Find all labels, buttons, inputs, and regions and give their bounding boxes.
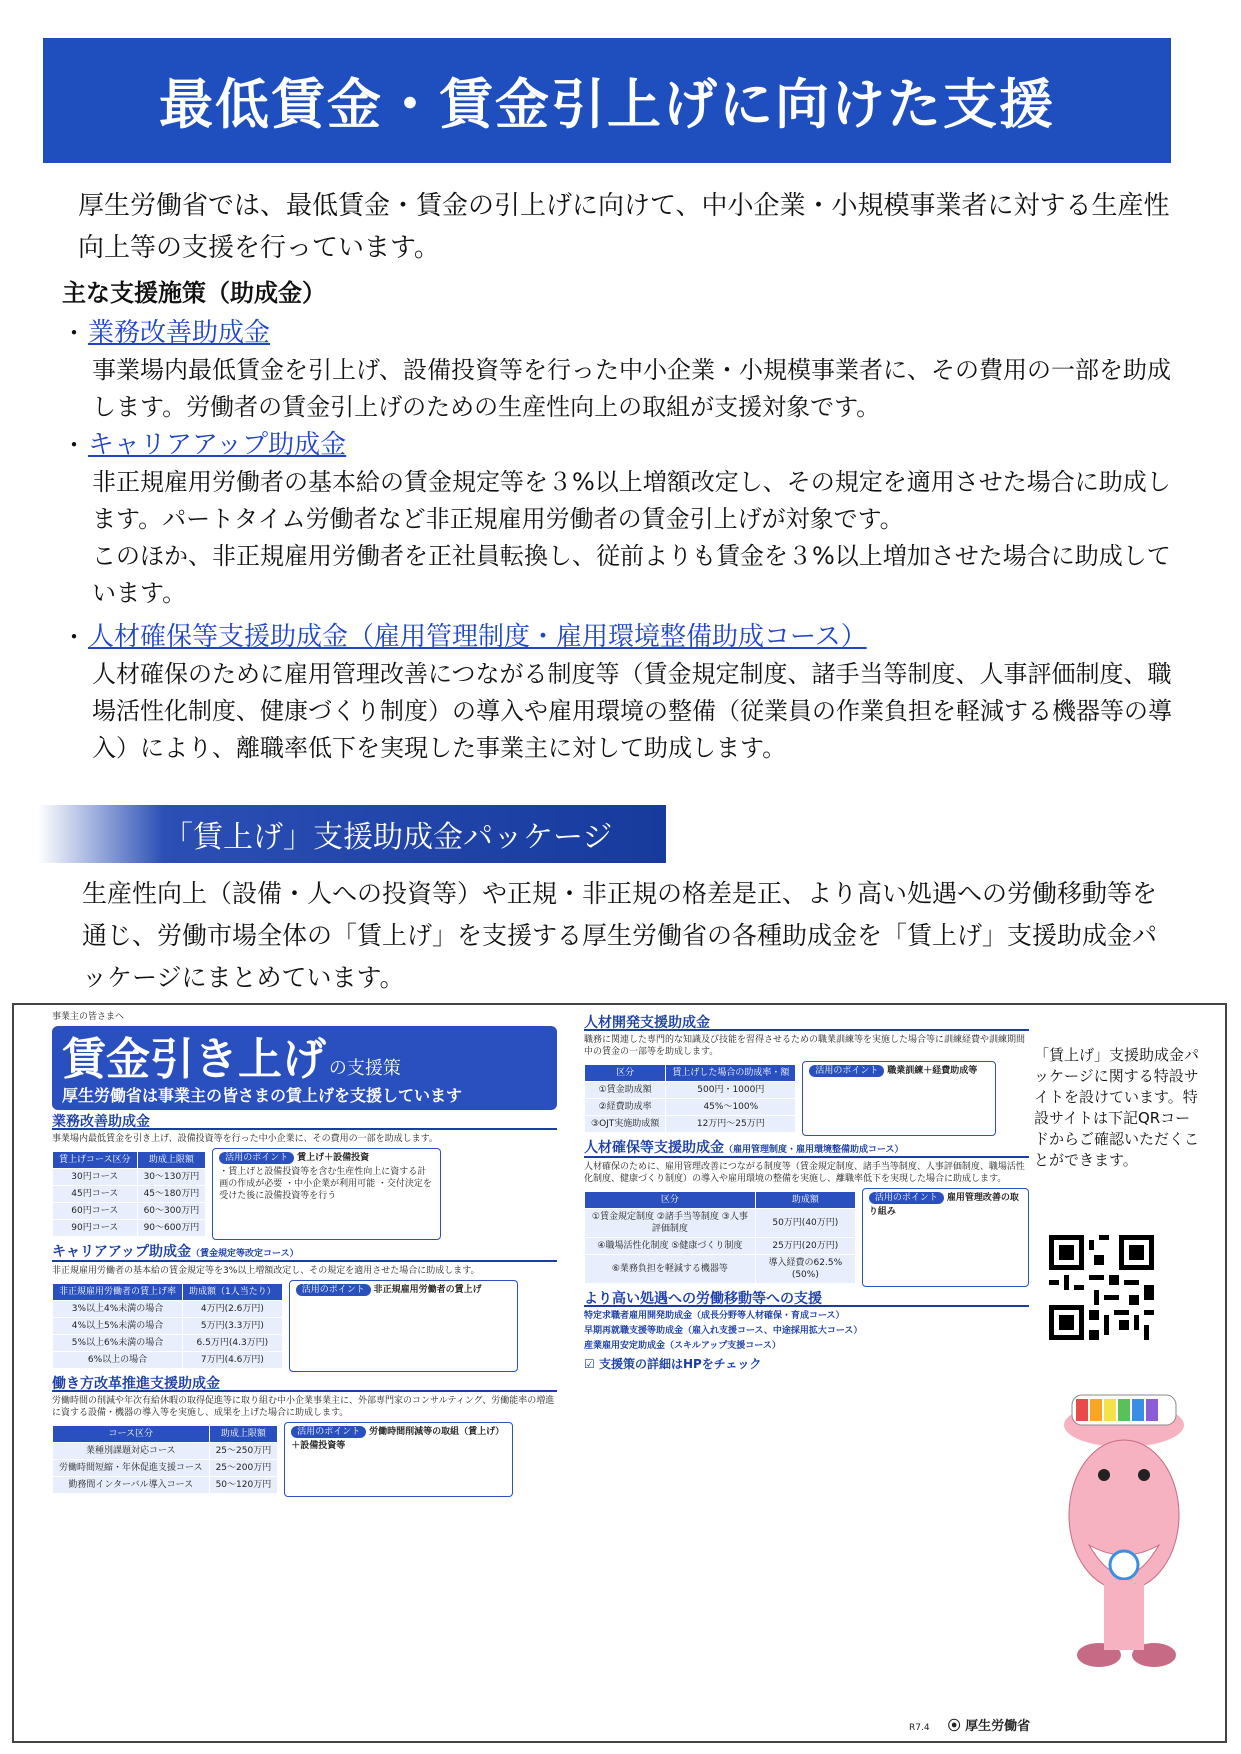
- mhlw-logo: R7.4 ⦿ 厚生労働省: [909, 1719, 1031, 1734]
- cell: ④職場活性化制度 ⑤健康づくり制度: [585, 1238, 756, 1255]
- cell: 3%以上4%未満の場合: [53, 1301, 183, 1318]
- career-header: 助成額（1人当たり）: [183, 1284, 283, 1301]
- kk-header: 区分: [585, 1192, 756, 1209]
- point-tag: 活用のポイント: [296, 1284, 371, 1296]
- table-row: [585, 1238, 856, 1255]
- cell: ⑥業務負担を軽減する機器等: [585, 1255, 756, 1284]
- flyer-hatarakikata-block: [52, 1422, 557, 1497]
- career-title-text: キャリアアップ助成金: [52, 1244, 192, 1260]
- flyer-kakuho-block: [584, 1188, 1029, 1287]
- point-title: 非正規雇用労働者の賃上げ: [373, 1285, 482, 1295]
- link-gyomu-kaizen[interactable]: 業務改善助成金: [88, 318, 271, 348]
- table-row: [53, 1460, 278, 1477]
- intro-text: 厚生労働省では、最低賃金・賃金の引上げに向けて、中小企業・小規模事業者に対する生産性向上等の支援を行っています。: [78, 191, 1170, 263]
- page-title: 最低賃金・賃金引上げに向けた支援: [159, 73, 1055, 136]
- cell: 6.5万円(4.3万円): [183, 1335, 283, 1352]
- measure-career: [62, 427, 1182, 612]
- measure-desc: 非正規雇用労働者の基本給の賃金規定等を３%以上増額改定し、その規定を適用させた場合に助成します。パートタイム労働者など非正規雇用労働者の賃金引上げが対象です。: [92, 468, 1171, 533]
- cell: 業種別課題対応コース: [53, 1443, 210, 1460]
- cell: 25〜200万円: [209, 1460, 278, 1477]
- table-row: [585, 1116, 796, 1133]
- hk-header: 助成上限額: [209, 1426, 278, 1443]
- title-banner: [43, 38, 1171, 163]
- kh-header: 賃上げした場合の助成率・額: [666, 1065, 796, 1082]
- point-title: 職業訓練＋経費助成等: [887, 1066, 978, 1076]
- point-text: ・賃上げと設備投資等を含む生産性向上に資する計画の作成が必要 ・中小企業が利用可能 ・交付決定を受けた後に設備投資等を行う: [219, 1167, 432, 1201]
- flyer-hatarakikata-title: 働き方改革推進支援助成金: [52, 1378, 557, 1392]
- flyer-kakuho-text: 人材確保のために、雇用管理改善につながる制度等（賃金規定制度、諸手当等制度、人事評価制度、職場活性化制度、健康づくり制度）の導入や雇用環境の整備を実施し、離職率低下を実現した場合に助成します。: [584, 1162, 1025, 1184]
- flyer-career-text: 非正規雇用労働者の基本給の賃金規定等を3%以上増額改定し、その規定を適用させた場合に助成します。: [52, 1266, 480, 1276]
- flyer-ido-item: 早期再就職支援等助成金（雇入れ支援コース、中途採用拡大コース）: [584, 1326, 863, 1336]
- gyomu-table: [52, 1151, 206, 1237]
- measure-desc-2: このほか、非正規雇用労働者を正社員転換し、従前よりも賃金を３%以上増加させた場合に助成しています。: [92, 542, 1171, 607]
- flyer-kakuho-title: [584, 1142, 1029, 1158]
- table-row: [53, 1443, 278, 1460]
- cell: 7万円(4.6万円): [183, 1352, 283, 1369]
- gyomu-point-box: [212, 1148, 441, 1240]
- kakuho-title-text: 人材確保等支援助成金: [584, 1140, 724, 1156]
- cell: 90〜600万円: [137, 1220, 206, 1237]
- kk-header: 助成額: [755, 1192, 855, 1209]
- mhlw-name: 厚生労働省: [965, 1719, 1031, 1734]
- cell: 勤務間インターバル導入コース: [53, 1477, 210, 1494]
- flyer-ido-item: 産業雇用安定助成金（スキルアップ支援コース）: [584, 1341, 781, 1351]
- kakuho-subtitle: （雇用管理制度・雇用環境整備助成コース）: [724, 1145, 904, 1155]
- flyer-hero: [52, 1026, 557, 1110]
- flyer-date: R7.4: [909, 1723, 930, 1733]
- mascot-character-icon: [1044, 1365, 1204, 1695]
- cell: ③OJT実施助成額: [585, 1116, 666, 1133]
- career-table: [52, 1283, 283, 1369]
- table-row: [53, 1352, 283, 1369]
- cell: 45〜180万円: [137, 1186, 206, 1203]
- cell: 6%以上の場合: [53, 1352, 183, 1369]
- cell: 30円コース: [53, 1169, 138, 1186]
- flyer-left-column: [52, 1011, 557, 1497]
- link-career-up[interactable]: キャリアアップ助成金: [88, 430, 347, 460]
- table-row: [53, 1203, 206, 1220]
- table-row: [53, 1169, 206, 1186]
- kaihatsu-point-box: [802, 1061, 996, 1136]
- cell: 60円コース: [53, 1203, 138, 1220]
- table-row: [53, 1301, 283, 1318]
- qr-code-icon[interactable]: [1049, 1235, 1154, 1340]
- cell: 労働時間短縮・年休促進支援コース: [53, 1460, 210, 1477]
- cell: 500円・1000円: [666, 1082, 796, 1099]
- bullet: ・: [62, 319, 86, 347]
- cell: 60〜300万円: [137, 1203, 206, 1220]
- flyer-ido-title: より高い処遇への労働移動等への支援: [584, 1293, 1029, 1307]
- flyer-hero-big: 賃金引き上げ: [62, 1034, 326, 1085]
- flyer-to: 事業主の皆さまへ: [52, 1012, 125, 1022]
- cell: 45%〜100%: [666, 1099, 796, 1116]
- measure-gyomu: [62, 315, 1182, 426]
- kaihatsu-table: [584, 1064, 796, 1133]
- cell: ①賃金規定制度 ②諸手当等制度 ③人事評価制度: [585, 1209, 756, 1238]
- cell: 5万円(3.3万円): [183, 1318, 283, 1335]
- cell: ①賃金助成額: [585, 1082, 666, 1099]
- flyer-gyomu-text: 事業場内最低賃金を引き上げ、設備投資等を行った中小企業に、その費用の一部を助成します。: [52, 1134, 438, 1144]
- career-point-box: [289, 1280, 518, 1372]
- flyer-kaihatsu-block: [584, 1061, 1029, 1136]
- kakuho-table: [584, 1191, 856, 1284]
- point-tag: 活用のポイント: [291, 1426, 366, 1438]
- package-title: 「賃上げ」支援助成金パッケージ: [163, 820, 613, 855]
- point-tag: 活用のポイント: [219, 1152, 294, 1164]
- hatarakikata-table: [52, 1425, 278, 1494]
- flyer-kaihatsu-text: 職務に関連した専門的な知識及び技能を習得させるための職業訓練等を実施した場合等に訓練経費や訓練期間中の賃金の一部等を助成します。: [584, 1035, 1026, 1057]
- measure-desc: 事業場内最低賃金を引上げ、設備投資等を行った中小企業・小規模事業者に、その費用の一部を助成します。労働者の賃金引上げのための生産性向上の取組が支援対象です。: [92, 356, 1172, 421]
- career-subtitle: （賃金規定等改定コース）: [191, 1249, 299, 1259]
- flyer-kaihatsu-title: 人材開発支援助成金: [584, 1017, 1029, 1031]
- flyer-gyomu-block: [52, 1148, 557, 1240]
- kakuho-point-box: [862, 1188, 1029, 1287]
- kh-header: 区分: [585, 1065, 666, 1082]
- flyer-ido-item: 特定求職者雇用開発助成金（成長分野等人材確保・育成コース）: [584, 1311, 845, 1321]
- link-jinzai-kakuho[interactable]: 人材確保等支援助成金（雇用管理制度・雇用環境整備助成コース）: [88, 622, 867, 652]
- bullet: ・: [62, 623, 86, 651]
- cell: 25〜250万円: [209, 1443, 278, 1460]
- flyer-image: [12, 1003, 1227, 1743]
- table-row: [585, 1082, 796, 1099]
- table-row: [53, 1220, 206, 1237]
- table-row: [53, 1318, 283, 1335]
- cell: 25万円(20万円): [755, 1238, 855, 1255]
- package-desc: 生産性向上（設備・人への投資等）や正規・非正規の格差是正、より高い処遇への労働移動等を通じ、労働市場全体の「賃上げ」を支援する厚生労働省の各種助成金を「賃上げ」支援助成金パッケージにまとめています。: [82, 879, 1158, 992]
- check-text: 支援策の詳細はHPをチェック: [598, 1357, 762, 1371]
- cell: 4%以上5%未満の場合: [53, 1318, 183, 1335]
- flyer-hero-sub: 厚生労働省は事業主の皆さまの賃上げを支援しています: [62, 1086, 463, 1105]
- measure-desc: 人材確保のために雇用管理改善につながる制度等（賃金規定制度、諸手当等制度、人事評価制度、職場活性化制度、健康づくり制度）の導入や雇用環境の整備（従業員の作業負担を軽減する機器等の導入）により、離職率低下を実現した事業主に対して助成します。: [92, 660, 1172, 762]
- cell: 50〜120万円: [209, 1477, 278, 1494]
- table-row: [53, 1335, 283, 1352]
- package-tab: [38, 805, 666, 863]
- point-title: 雇用管理改善の取り組み: [868, 1193, 1019, 1217]
- cell: 5%以上6%未満の場合: [53, 1335, 183, 1352]
- career-header: 非正規雇用労働者の賃上げ率: [53, 1284, 183, 1301]
- point-tag: 活用のポイント: [809, 1065, 884, 1077]
- cell: 45円コース: [53, 1186, 138, 1203]
- flyer-gyomu-title: 業務改善助成金: [52, 1116, 557, 1130]
- measure-jinzai: [62, 619, 1182, 767]
- flyer-career-title: [52, 1246, 557, 1262]
- table-row: [585, 1255, 856, 1284]
- cell: 50万円(40万円): [755, 1209, 855, 1238]
- flyer-hero-small: の支援策: [328, 1058, 401, 1079]
- gyomu-header: 助成上限額: [137, 1152, 206, 1169]
- point-tag: 活用のポイント: [869, 1192, 944, 1204]
- section-heading: 主な支援施策（助成金）: [62, 279, 326, 307]
- cell: 90円コース: [53, 1220, 138, 1237]
- flyer-check-hp: ☑ 支援策の詳細はHPをチェック: [584, 1357, 762, 1371]
- cell: ②経費助成率: [585, 1099, 666, 1116]
- point-title: 労働時間削減等の取組（賃上げ）＋設備投資等: [291, 1427, 505, 1451]
- bullet: ・: [62, 431, 86, 459]
- side-note: 「賃上げ」支援助成金パッケージに関する特設サイトを設けています。特設サイトは下記QRコードからご確認いただくことができます。: [1034, 1046, 1200, 1169]
- hk-header: コース区分: [53, 1426, 210, 1443]
- cell: 4万円(2.6万円): [183, 1301, 283, 1318]
- cell: 導入経費の62.5%(50%): [755, 1255, 855, 1284]
- flyer-middle-column: [584, 1011, 1029, 1370]
- table-row: [585, 1099, 796, 1116]
- table-row: [53, 1186, 206, 1203]
- hatarakikata-point-box: [284, 1422, 513, 1497]
- point-title: 賃上げ＋設備投資: [297, 1153, 370, 1163]
- gyomu-header: 賃上げコース区分: [53, 1152, 138, 1169]
- table-row: [585, 1209, 856, 1238]
- cell: 30〜130万円: [137, 1169, 206, 1186]
- cell: 12万円〜25万円: [666, 1116, 796, 1133]
- flyer-hatarakikata-text: 労働時間の削減や年次有給休暇の取得促進等に取り組む中小企業事業主に、外部専門家のコンサルティング、労働能率の増進に資する設備・機器の導入等を実施し、成果を上げた場合に助成します。: [52, 1396, 555, 1418]
- table-row: [53, 1477, 278, 1494]
- flyer-career-block: [52, 1280, 557, 1372]
